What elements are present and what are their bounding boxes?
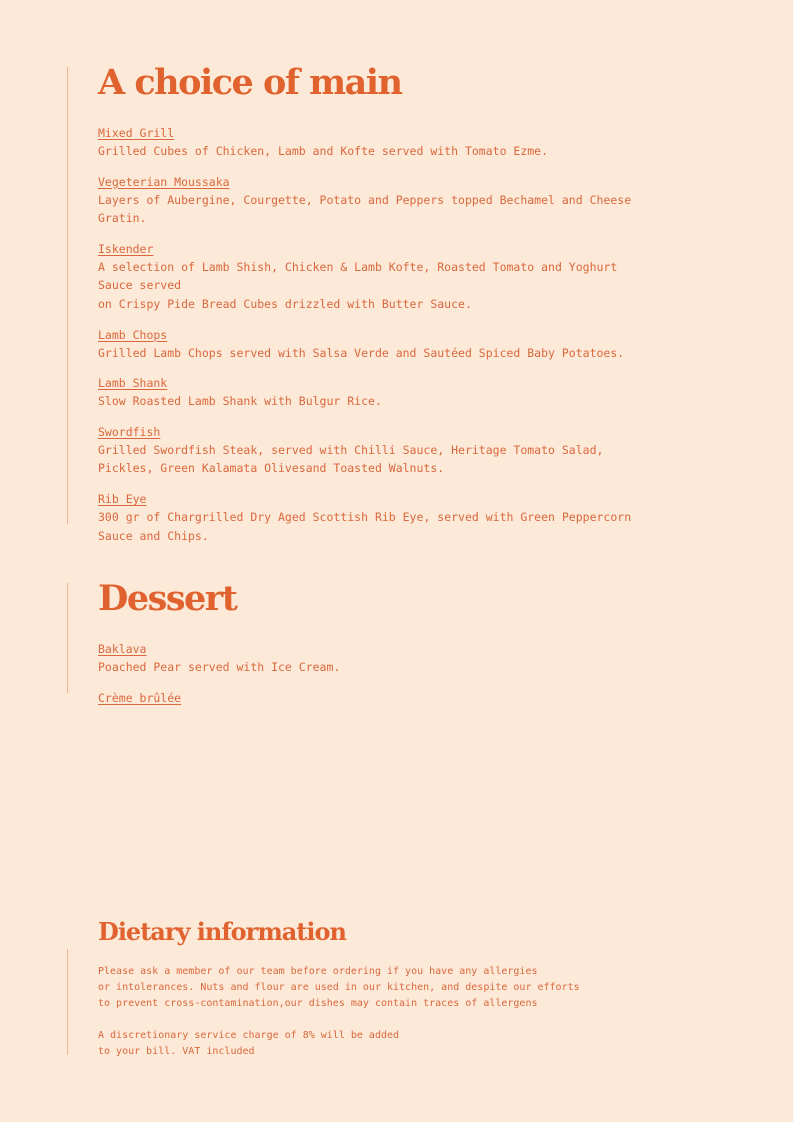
dessert-section bbox=[67, 578, 687, 705]
menu-item-name-iskender[interactable]: Iskender bbox=[98, 241, 154, 256]
menu-item-name-baklava[interactable]: Baklava bbox=[98, 642, 147, 656]
dessert-title: Dessert bbox=[98, 578, 237, 619]
menu-item bbox=[98, 372, 687, 411]
menu-item-name-creme-brulee[interactable]: Crème brûlée bbox=[98, 690, 182, 705]
menu-item-description: Grilled Lamb Chops served with Salsa Verde and Sautéed Spiced Baby Potatoes. bbox=[98, 345, 625, 360]
menu-item bbox=[98, 687, 687, 707]
dietary-section bbox=[67, 949, 687, 1055]
menu-item bbox=[98, 421, 687, 478]
menu-item-description: A selection of Lamb Shish, Chicken & Lamb Kofte, Roasted Tomato and Yoghurt Sauce served on Crispy Pide Bread Cubes drizzled with Butter Sauce. bbox=[98, 259, 618, 311]
menu-item bbox=[98, 171, 687, 228]
menu-item-description: Layers of Aubergine, Courgette, Potato and Peppers topped Bechamel and Cheese Gratin. bbox=[98, 192, 632, 226]
menu-item bbox=[98, 122, 687, 161]
menu-item bbox=[98, 324, 687, 363]
menu-item-name-lamb-chops[interactable]: Lamb Chops bbox=[98, 327, 168, 342]
menu-item-name-mixed-grill[interactable]: Mixed Grill bbox=[98, 126, 175, 140]
dietary-title: Dietary information bbox=[98, 917, 346, 946]
menu-item-description: Grilled Swordfish Steak, served with Chilli Sauce, Heritage Tomato Salad, Pickles, Green Kalamata Olivesand Toasted Walnuts. bbox=[98, 442, 604, 476]
menu-item-name-moussaka[interactable]: Vegeterian Moussaka bbox=[98, 174, 230, 189]
menu-item-description: Poached Pear served with Ice Cream. bbox=[98, 660, 341, 674]
menu-item bbox=[98, 238, 687, 314]
allergen-notice: Please ask a member of our team before ordering if you have any allergies or intolerances. Nuts and flour are used in our kitchen, and despite our efforts to prevent cross-contamination,our dishes may contain traces of allergens bbox=[98, 966, 580, 1009]
mains-title: A choice of main bbox=[98, 62, 402, 103]
service-charge-notice: A discretionary service charge of 8% will be added to your bill. VAT included bbox=[98, 1030, 400, 1057]
menu-item-name-lamb-shank[interactable]: Lamb Shank bbox=[98, 376, 168, 391]
menu-item-description: 300 gr of Chargrilled Dry Aged Scottish Rib Eye, served with Green Peppercorn Sauce and Chips. bbox=[98, 509, 632, 543]
mains-section bbox=[67, 62, 687, 543]
menu-item-description: Grilled Cubes of Chicken, Lamb and Kofte served with Tomato Ezme. bbox=[98, 144, 549, 158]
menu-item-name-rib-eye[interactable]: Rib Eye bbox=[98, 491, 147, 506]
menu-item bbox=[98, 638, 687, 677]
menu-item-description: Slow Roasted Lamb Shank with Bulgur Rice. bbox=[98, 394, 382, 409]
menu-item bbox=[98, 488, 687, 545]
menu-item-name-swordfish[interactable]: Swordfish bbox=[98, 424, 161, 439]
